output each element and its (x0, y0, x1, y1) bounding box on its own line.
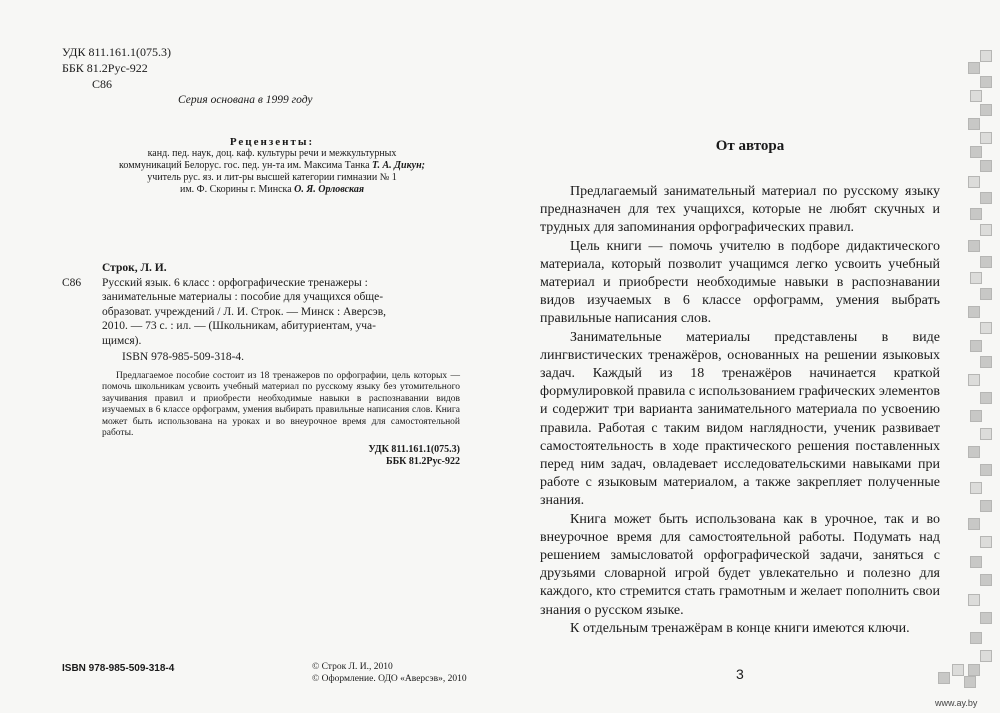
decorative-border (950, 0, 1000, 713)
card-line: занимательные материалы : пособие для учащихся обще- (102, 291, 384, 303)
preface-paragraph: Занимательные материалы представлены в виде лингвистических тренажёров, основанных на решении языковых задач. Каждый из 18 тренажёров начинается краткой формулировкой правила с использованием графических элементов и содержит три варианта занимательного материала по усвоению правила. Работая с таким видом наглядности, ученик развивает самостоятельность в ходе практического решения поставленных перед ним задач, овладевает исследовательскими навыками при работе с языковым материалом, а также закрепляет полученные знания. (540, 329, 940, 509)
copyright-author: © Строк Л. И., 2010 (312, 662, 393, 672)
decorative-square (970, 208, 982, 220)
reviewer-affiliation: им. Ф. Скорины г. Минска (179, 184, 295, 195)
decorative-square (968, 306, 980, 318)
card-line: Русский язык. 6 класс : орфографические тренажеры : (102, 276, 368, 289)
card-bbk: ББК 81.2Рус-922 (385, 455, 460, 467)
reviewer-line: канд. пед. наук, доц. каф. культуры речи и межкультурных (147, 148, 397, 159)
decorative-square (980, 104, 992, 116)
page-number: 3 (736, 666, 744, 682)
decorative-square (980, 288, 992, 300)
decorative-square (968, 176, 980, 188)
decorative-square (980, 160, 992, 172)
decorative-square (970, 410, 982, 422)
decorative-square (970, 556, 982, 568)
reviewers-text (62, 148, 482, 196)
decorative-square (980, 500, 992, 512)
decorative-square (968, 664, 980, 676)
decorative-square (968, 62, 980, 74)
reviewers-heading: Рецензенты: (229, 136, 315, 148)
decorative-square (980, 650, 992, 662)
author-mark: С86 (92, 77, 113, 91)
series-note: Серия основана в 1999 году (178, 94, 313, 106)
decorative-square (968, 446, 980, 458)
card-mark: С86 (62, 276, 82, 289)
card-line: образоват. учреждений / Л. И. Строк. — Минск : Аверсэв, (102, 305, 387, 318)
reviewer-line (62, 184, 482, 196)
right-page (500, 0, 1000, 713)
decorative-square (964, 676, 976, 688)
reviewer-affiliation: коммуникаций Белорус. гос. пед. ун-та им. Максима Танка (119, 160, 373, 171)
decorative-square (970, 90, 982, 102)
catalog-card (62, 261, 482, 468)
decorative-square (938, 672, 950, 684)
card-annotation: Предлагаемое пособие состоит из 18 тренажеров по орфографии, цель которых — помочь школьникам усвоить учебный материал по русскому языку без утомительного заучивания правил и приобрести необходимые навыки в распознавании видов изучаемых в 6 классе орфограмм, умения выбирать правильные написания слов. Книга может быть использована на уроках и во внеурочное время для самостоятельной работы. (102, 370, 460, 438)
decorative-square (980, 322, 992, 334)
decorative-square (968, 374, 980, 386)
copyright-publisher: © Оформление. ОДО «Аверсэв», 2010 (312, 674, 467, 684)
decorative-square (980, 76, 992, 88)
preface-paragraph: Книга может быть использована как в урочное, так и во внеурочное время для самостоятельной работы. Подумать над решением замысловатой орфографической задачи, заняться с друзьями словарной игрой будет увлекательно и полезно для каждого, кто стремится стать грамотным и желает пополнить свои знания о русском языке. (540, 511, 940, 618)
watermark: www.ay.by (935, 698, 978, 708)
preface-paragraph: К отдельным тренажёрам в конце книги имеются ключи. (570, 620, 910, 636)
decorative-square (980, 224, 992, 236)
decorative-square (968, 240, 980, 252)
decorative-square (980, 50, 992, 62)
decorative-square (952, 664, 964, 676)
card-codes (62, 444, 460, 468)
card-udk: УДК 811.161.1(075.3) (368, 443, 460, 455)
decorative-square (970, 146, 982, 158)
card-line: 2010. — 73 с. : ил. — (Школьникам, абитуриентам, уча- (102, 320, 376, 332)
reviewer-name: О. Я. Орловская (294, 184, 365, 195)
decorative-square (980, 464, 992, 476)
card-description (62, 276, 482, 349)
reviewers-block (62, 136, 482, 196)
preface-text (540, 183, 940, 638)
decorative-square (980, 256, 992, 268)
preface-paragraph: Цель книги — помочь учителю в подборе дидактического материала, который позволит учащимся легко усвоить учебный материал и приобрести необходимые навыки в распознавании видов изучаемых в 6 классе орфограмм, умения выбрать правильные написания слов. (540, 238, 940, 327)
section-title: От автора (715, 138, 785, 154)
footer-isbn: ISBN 978-985-509-318-4 (62, 663, 175, 674)
decorative-square (980, 574, 992, 586)
decorative-square (980, 192, 992, 204)
card-line: щимся). (102, 334, 142, 347)
reviewer-name: Т. А. Дикун; (372, 160, 425, 171)
decorative-square (980, 132, 992, 144)
decorative-square (970, 632, 982, 644)
card-author: Строк, Л. И. (102, 262, 167, 274)
decorative-square (970, 272, 982, 284)
footer-copyright (312, 661, 467, 685)
decorative-square (970, 482, 982, 494)
reviewer-line: учитель рус. яз. и лит-ры высшей категории гимназии № 1 (147, 172, 397, 183)
card-isbn: ISBN 978-985-509-318-4. (122, 351, 245, 363)
decorative-square (980, 392, 992, 404)
decorative-square (968, 518, 980, 530)
decorative-square (980, 612, 992, 624)
decorative-square (980, 428, 992, 440)
decorative-square (968, 118, 980, 130)
decorative-square (970, 340, 982, 352)
decorative-square (980, 356, 992, 368)
preface-paragraph: Предлагаемый занимательный материал по русскому языку предназначен для тех учащихся, которые не любят скучных и трудных для запоминания орфографических правил. (540, 184, 940, 236)
decorative-square (980, 536, 992, 548)
decorative-square (968, 594, 980, 606)
bbk-code: ББК 81.2Рус-922 (62, 61, 148, 75)
catalog-codes (62, 44, 171, 92)
udk-code: УДК 811.161.1(075.3) (62, 45, 172, 59)
reviewer-line (62, 160, 482, 172)
